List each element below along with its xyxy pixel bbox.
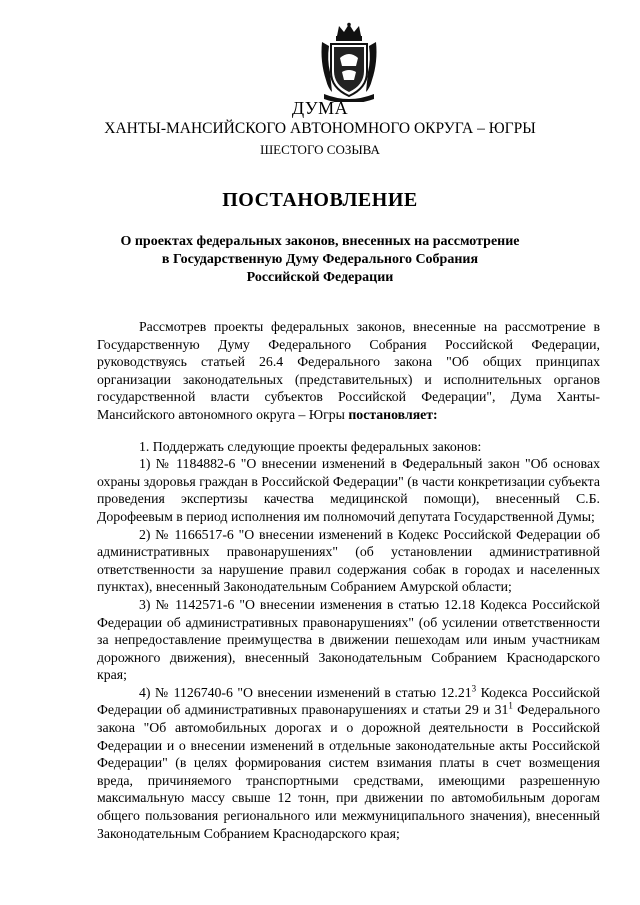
duma-title: ДУМА bbox=[291, 98, 349, 118]
list-item bbox=[97, 684, 600, 842]
subject-line: в Государственную Думу Федерального Собрания bbox=[161, 252, 479, 267]
item4-text: 4) № 1126740-6 "О внесении изменений в статью 12.21 bbox=[139, 684, 472, 700]
subject-line: Российской Федерации bbox=[246, 270, 394, 285]
preamble-text: Рассмотрев проекты федеральных законов, внесенные на рассмотрение в Государственную Думу Федерального Собрания Российской Федерации, руководствуясь статьей 26.4 Федерального закона "Об общих принципах организации законодательных (представительных) и исполнительных органов государственной власти субъектов Российской Федерации", Дума Ханты-Мансийского автономного округа – Югры bbox=[97, 319, 600, 422]
document-subject bbox=[60, 233, 580, 287]
document-body bbox=[97, 318, 600, 842]
item4-text: Федерального закона "Об автомобильных дорогах и о дорожной деятельности в Российской Федерации и о внесении изменений в отдельные законодательные акты Российской Федерации" (в целях формирования систем взимания платы в счет возмещения вреда, причиняемого транспортными средствами, имеющими разрешенную максимальную массу свыше 12 тонн, при движении по автомобильным дорогам общего пользования регионального или межмуниципального значения), внесенный Законодательным Собранием Краснодарского края; bbox=[97, 702, 600, 841]
superscript: 3 bbox=[471, 683, 477, 694]
item4-text: Кодекса Российской Федерации об административных правонарушениях и статьи 29 и 31 bbox=[97, 684, 601, 718]
coat-of-arms-emblem bbox=[318, 22, 380, 102]
convocation: ШЕСТОГО СОЗЫВА bbox=[260, 142, 380, 157]
preamble-paragraph bbox=[97, 318, 600, 424]
list-intro: 1. Поддержать следующие проекты федеральных законов: bbox=[139, 438, 482, 454]
subject-line: О проектах федеральных законов, внесенных на рассмотрение bbox=[120, 234, 520, 249]
superscript: 1 bbox=[508, 700, 513, 711]
list-item: 1) № 1184882-6 "О внесении изменений в Федеральный закон "Об основах охраны здоровья граждан в Российской Федерации" (в части конкретизации субъекта проведения экспертизы качества медицинской помощи), внесенный С.Б. Дорофеевым в период исполнения им полномочий депутата Государственной Думы; bbox=[97, 456, 600, 524]
list-item: 2) № 1166517-6 "О внесении изменений в Кодекс Российской Федерации об административных правонарушениях" (об установлении административной ответственности за нарушение правил содержания собак в городах и населенных пунктах), внесенный Законодательным Собранием Амурской области; bbox=[97, 526, 600, 595]
resolution-word: постановляет: bbox=[348, 406, 438, 422]
document-type-title: ПОСТАНОВЛЕНИЕ bbox=[222, 189, 418, 211]
list-item: 3) № 1142571-6 "О внесении изменения в статью 12.18 Кодекса Российской Федерации об административных правонарушениях" (об усилении ответственности за непредоставление преимущества в движении пешеходам или иным участникам дорожного движения), внесенный Законодательным Собранием Краснодарского края; bbox=[97, 596, 600, 683]
okrug-name: ХАНТЫ-МАНСИЙСКОГО АВТОНОМНОГО ОКРУГА – ЮГРЫ bbox=[104, 120, 536, 137]
